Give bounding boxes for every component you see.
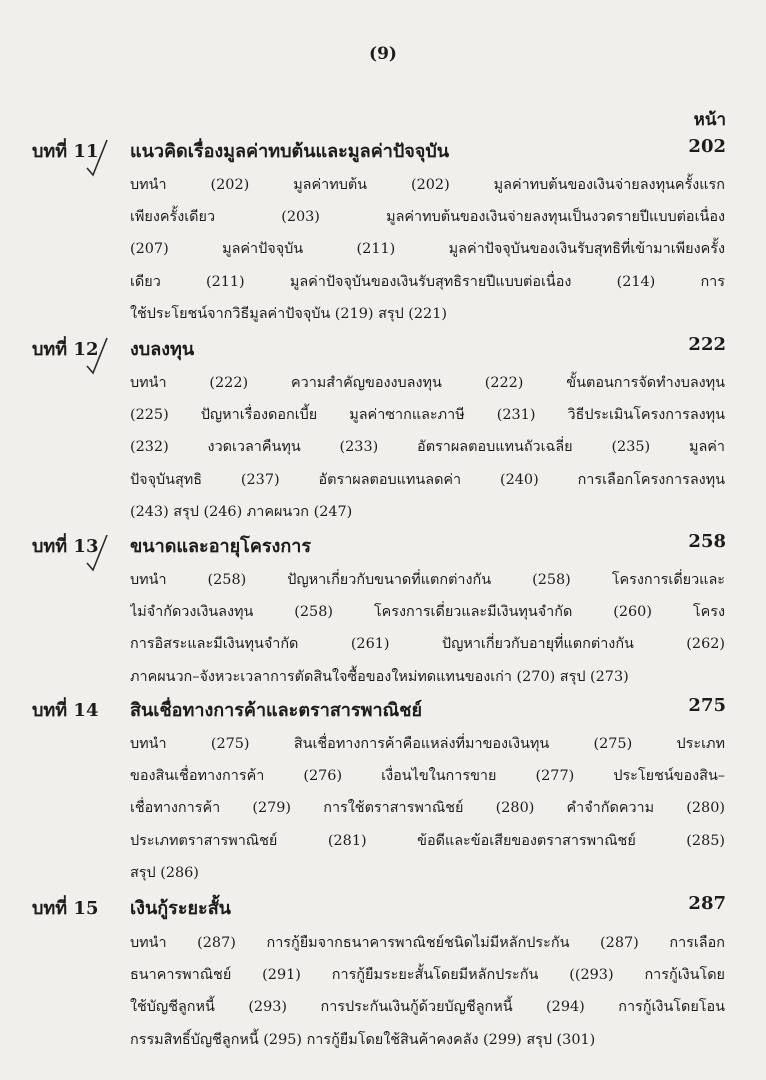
contents-line: ใช้ประโยชน์จากวิธีมูลค่าปัจจุบัน (219) สรุป (221) [130,305,447,322]
chapter-label: บทที่ 13 [32,536,99,557]
chapter-heading [32,695,726,723]
contents-line: เดียว (211) มูลค่าปัจจุบันของเงินรับสุทธิรายปีแบบต่อเนื่อง (214) การ [130,273,725,290]
handwritten-tick-mark [84,336,110,376]
handwritten-tick-mark [84,138,110,178]
contents-line: (232) งวดเวลาคืนทุน (233) อัตราผลตอบแทนถัวเฉลี่ย (235) มูลค่า [130,439,725,456]
chapter-page-number: 202 [688,136,726,157]
contents-line: ของสินเชื่อทางการค้า (276) เงื่อนไขในการขาย (277) ประโยชน์ของสิน– [130,768,725,785]
contents-line: การอิสระและมีเงินทุนจำกัด (261) ปัญหาเกี่ยวกับอายุที่แตกต่างกัน (262) [130,636,725,653]
chapter-contents [130,927,725,1056]
contents-line: เชื่อทางการค้า (279) การใช้ตราสารพาณิชย์ (280) คำจำกัดความ (280) [130,800,725,817]
chapter-label: บทที่ 11 [32,141,99,162]
contents-line: บทนำ (275) สินเชื่อทางการค้าคือแหล่งที่มาของเงินทุน (275) ประเภท [130,736,725,752]
chapter-label: บทที่ 12 [32,339,99,360]
chapter-contents [130,728,725,889]
chapter-title: เงินกู้ระยะสั้น [130,898,231,919]
contents-line: ปัจจุบันสุทธิ (237) อัตราผลตอบแทนลดค่า (240) การเลือกโครงการลงทุน [130,471,725,488]
chapter-page-number: 258 [688,531,726,552]
contents-line: (225) ปัญหาเรื่องดอกเบี้ย มูลค่าซากและภาษี (231) วิธีประเมินโครงการลงทุน [130,407,725,424]
page-number: (9) [369,44,397,64]
chapter-title: งบลงทุน [130,339,195,360]
chapter-page-number: 287 [688,893,726,914]
chapter-contents [130,169,725,330]
chapter-title: แนวคิดเรื่องมูลค่าทบต้นและมูลค่าปัจจุบัน [130,141,450,162]
contents-line: บทนำ (202) มูลค่าทบต้น (202) มูลค่าทบต้นของเงินจ่ายลงทุนครั้งแรก [130,177,725,193]
chapter-label: บทที่ 15 [32,898,99,919]
chapter-heading [32,893,726,921]
chapter-heading [32,334,726,362]
chapter-contents [130,564,725,693]
contents-line: บทนำ (258) ปัญหาเกี่ยวกับขนาดที่แตกต่างกัน (258) โครงการเดี่ยวและ [130,572,725,588]
contents-line: บทนำ (222) ความสำคัญของงบลงทุน (222) ขั้นตอนการจัดทำงบลงทุน [130,375,725,391]
contents-line: (207) มูลค่าปัจจุบัน (211) มูลค่าปัจจุบันของเงินรับสุทธิที่เข้ามาเพียงครั้ง [130,241,725,258]
chapter-contents [130,367,725,528]
chapter-page-number: 275 [688,695,726,716]
contents-line: สรุป (286) [130,864,199,881]
chapter-title: ขนาดและอายุโครงการ [130,536,312,557]
chapter-page-number: 222 [688,334,726,355]
chapter-heading [32,136,726,164]
chapter-title: สินเชื่อทางการค้าและตราสารพาณิชย์ [130,700,423,721]
contents-line: เพียงครั้งเดียว (203) มูลค่าทบต้นของเงินจ่ายลงทุนเป็นงวดรายปีแบบต่อเนื่อง [130,209,725,226]
contents-line: กรรมสิทธิ์บัญชีลูกหนี้ (295) การกู้ยืมโดยใช้สินค้าคงคลัง (299) สรุป (301) [130,1031,596,1048]
contents-line: ธนาคารพาณิชย์ (291) การกู้ยืมระยะสั้นโดยมีหลักประกัน ((293) การกู้เงินโดย [130,967,725,984]
page-column-header: หน้า [693,110,726,130]
contents-line: (243) สรุป (246) ภาคผนวก (247) [130,503,353,520]
chapter-label: บทที่ 14 [32,700,99,721]
chapter-heading [32,531,726,559]
contents-line: ประเภทตราสารพาณิชย์ (281) ข้อดีและข้อเสียของตราสารพาณิชย์ (285) [130,832,725,849]
contents-line: ใช้บัญชีลูกหนี้ (293) การประกันเงินกู้ด้วยบัญชีลูกหนี้ (294) การกู้เงินโดยโอน [130,999,725,1016]
contents-line: ไม่จำกัดวงเงินลงทุน (258) โครงการเดี่ยวและมีเงินทุนจำกัด (260) โครง [130,604,725,621]
contents-line: บทนำ (287) การกู้ยืมจากธนาคารพาณิชย์ชนิดไม่มีหลักประกัน (287) การเลือก [130,935,725,951]
contents-line: ภาคผนวก–จังหวะเวลาการตัดสินใจซื้อของใหม่ทดแทนของเก่า (270) สรุป (273) [130,668,629,685]
handwritten-tick-mark [84,533,110,573]
